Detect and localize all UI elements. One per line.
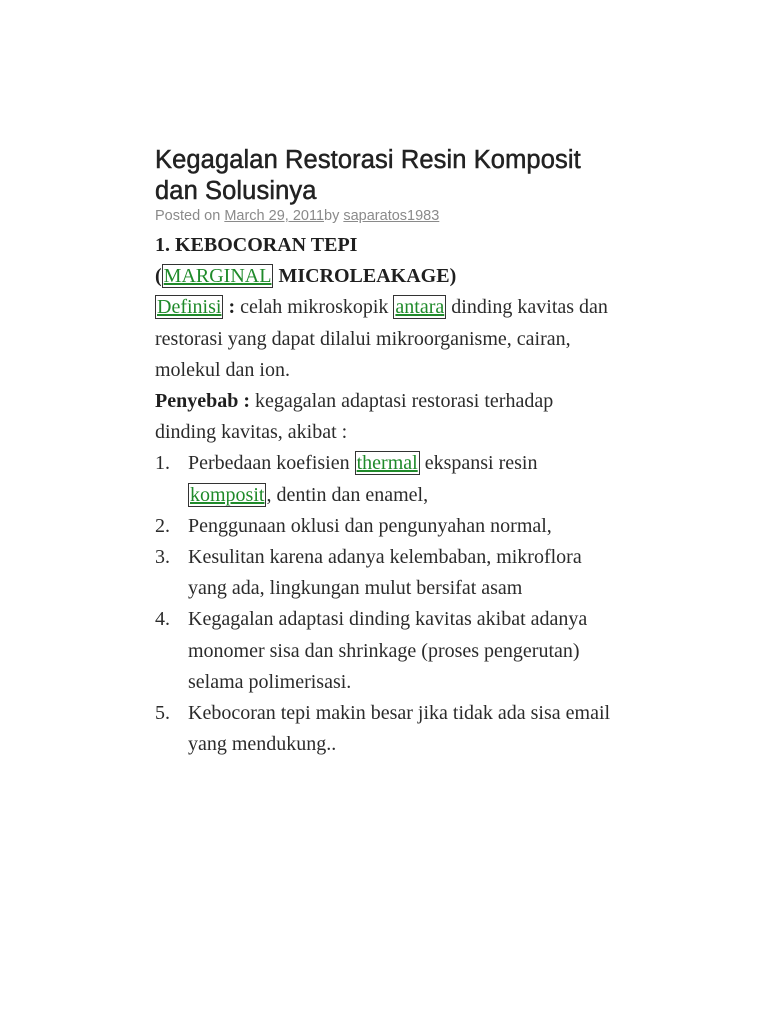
list-item bbox=[155, 698, 615, 760]
section-heading bbox=[155, 230, 615, 292]
cause-text: kegagalan adaptasi restorasi terhadap dinding kavitas, akibat : bbox=[155, 390, 554, 444]
section-heading-rest: MICROLEAKAGE) bbox=[273, 265, 457, 288]
open-paren: ( bbox=[155, 265, 162, 288]
list-number: 1. bbox=[155, 452, 170, 475]
list-item-text: Kegagalan adaptasi dinding kavitas akibat adanya monomer sisa dan shrinkage (proses pengerutan) selama polimerisasi. bbox=[188, 608, 588, 693]
marginal-link[interactable]: MARGINAL bbox=[163, 265, 272, 288]
komposit-link[interactable]: komposit bbox=[190, 483, 265, 506]
list-item bbox=[155, 542, 615, 604]
list-number: 4. bbox=[155, 608, 170, 631]
thermal-link[interactable]: thermal bbox=[356, 452, 418, 475]
article-title: Kegagalan Restorasi Resin Komposit dan Solusinya bbox=[155, 146, 581, 205]
list-item-text: Perbedaan koefisien bbox=[188, 452, 355, 475]
list-item-text: ekspansi resin bbox=[419, 452, 538, 475]
list-item bbox=[155, 448, 615, 510]
posted-on-label: Posted on bbox=[155, 208, 225, 224]
cause-paragraph bbox=[155, 386, 615, 448]
list-number: 3. bbox=[155, 546, 170, 569]
list-number: 5. bbox=[155, 702, 170, 725]
cause-label: Penyebab : bbox=[155, 390, 250, 413]
definition-colon: : bbox=[223, 296, 236, 319]
article-body bbox=[155, 230, 615, 760]
definition-paragraph bbox=[155, 292, 615, 386]
list-item-text: Kesulitan karena adanya kelembaban, mikroflora yang ada, lingkungan mulut bersifat asam bbox=[188, 546, 582, 600]
definisi-link[interactable]: Definisi bbox=[157, 296, 222, 319]
article bbox=[155, 145, 615, 760]
definition-text-before: celah mikroskopik bbox=[235, 296, 394, 319]
list-item-text: Kebocoran tepi makin besar jika tidak ada sisa email yang mendukung.. bbox=[188, 702, 611, 756]
definition-text-after: dinding kavitas dan restorasi yang dapat dilalui mikroorganisme, cairan, molekul dan ion. bbox=[155, 296, 608, 381]
post-meta bbox=[155, 207, 615, 225]
list-item bbox=[155, 511, 615, 542]
list-item bbox=[155, 604, 615, 698]
post-date-link[interactable]: March 29, 2011 bbox=[224, 208, 325, 224]
section-heading-line2 bbox=[155, 261, 615, 292]
list-item-text: , dentin dan enamel, bbox=[266, 483, 429, 506]
antara-link[interactable]: antara bbox=[395, 296, 445, 319]
list-number: 2. bbox=[155, 514, 170, 537]
author-link[interactable]: saparatos1983 bbox=[343, 208, 440, 224]
causes-list bbox=[155, 448, 615, 760]
list-item-text: Penggunaan oklusi dan pengunyahan normal, bbox=[188, 514, 552, 537]
by-label: by bbox=[324, 208, 344, 224]
section-heading-line1: 1. KEBOCORAN TEPI bbox=[155, 234, 358, 256]
